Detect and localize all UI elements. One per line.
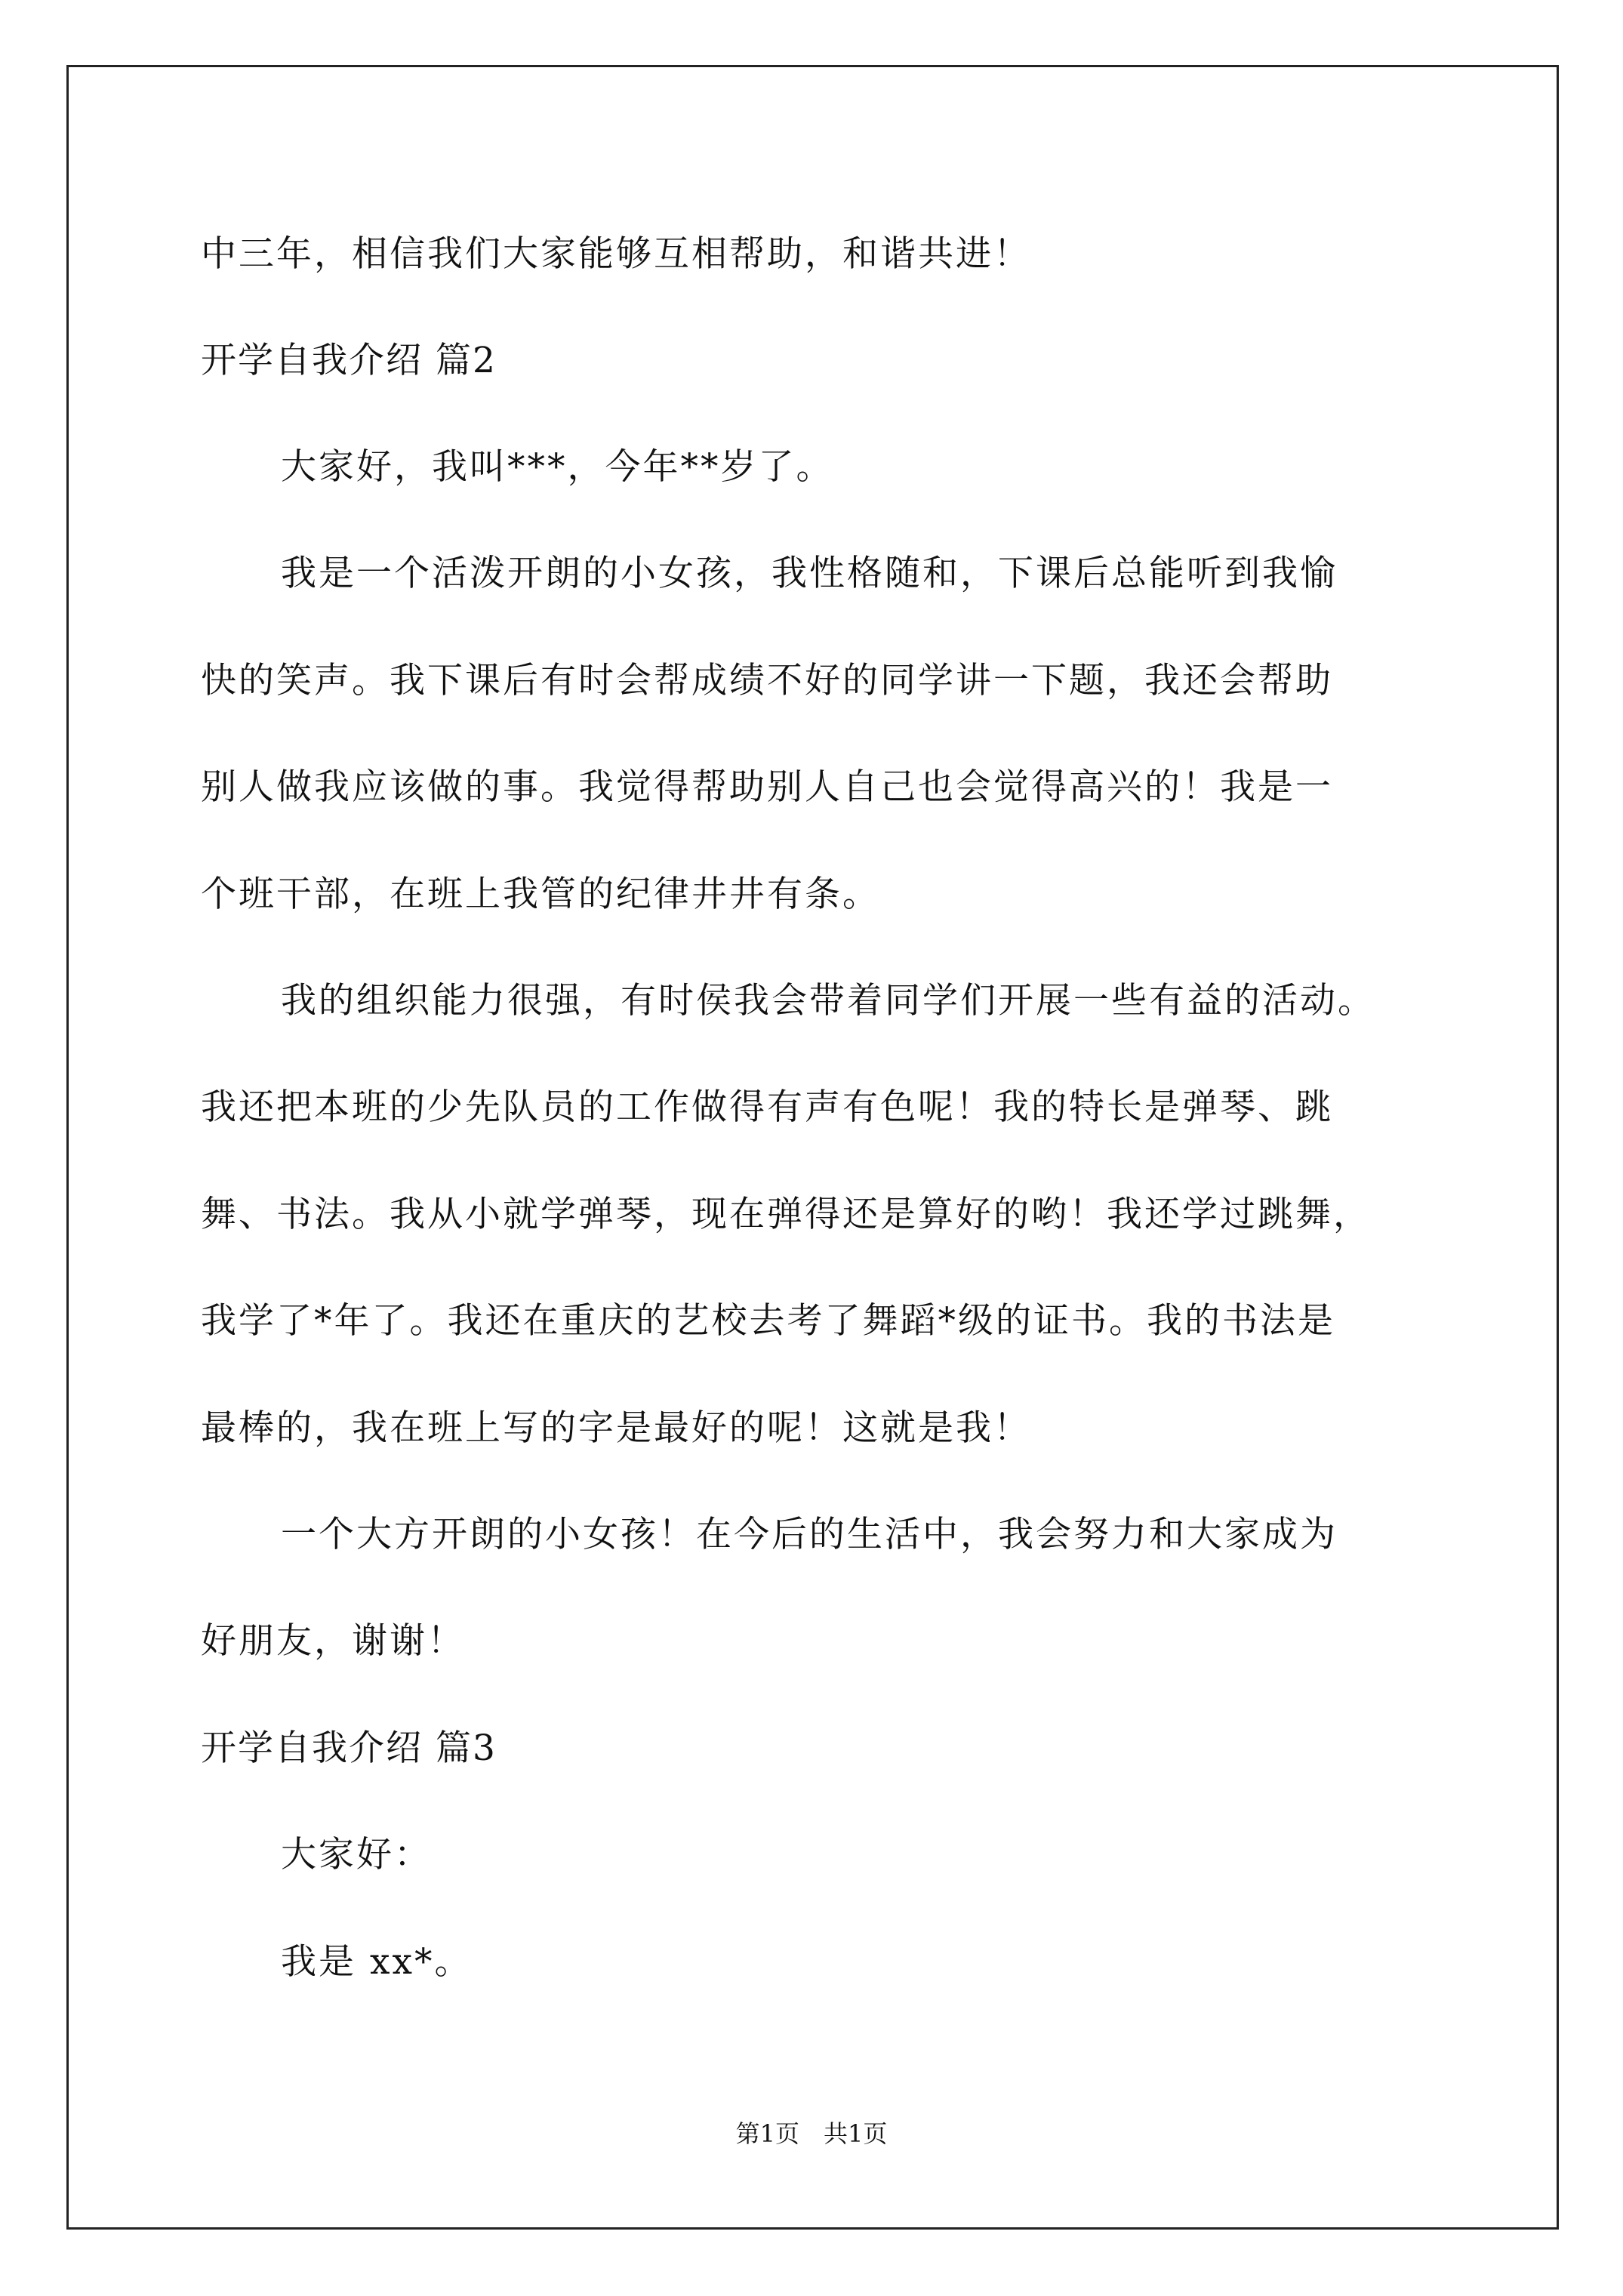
paragraph-line: 我的组织能力很强，有时侯我会带着同学们开展一些有益的活动。: [281, 980, 1375, 1022]
page-footer: 第1页 共1页: [735, 2119, 888, 2148]
paragraph-line: 我还把本班的少先队员的工作做得有声有色呢！我的特长是弹琴、跳: [201, 1086, 1333, 1128]
paragraph-line: 我是一个活泼开朗的小女孩，我性格随和，下课后总能听到我愉: [281, 553, 1338, 594]
paragraph-line: 我是 xx*。: [281, 1941, 473, 1983]
paragraph-line: 中三年，相信我们大家能够互相帮助，和谐共进！: [201, 233, 1031, 275]
paragraph-line: 个班干部，在班上我管的纪律井井有条。: [201, 874, 880, 915]
paragraph-line: 别人做我应该做的事。我觉得帮助别人自己也会觉得高兴的！我是一: [201, 766, 1333, 808]
paragraph-line: 我学了*年了。我还在重庆的艺校去考了舞蹈*级的证书。我的书法是: [201, 1300, 1335, 1342]
paragraph-line: 最棒的，我在班上写的字是最好的呢！这就是我！: [201, 1407, 1031, 1449]
paragraph-line: 大家好，我叫***，今年**岁了。: [281, 446, 834, 488]
section-heading: 开学自我介绍 篇2: [201, 340, 497, 381]
paragraph-line: 一个大方开朗的小女孩！在今后的生活中，我会努力和大家成为: [281, 1514, 1338, 1555]
paragraph-line: 好朋友，谢谢！: [201, 1620, 465, 1662]
paragraph-line: 大家好：: [281, 1834, 432, 1875]
paragraph-line: 舞、书法。我从小就学弹琴，现在弹得还是算好的哟！我还学过跳舞，: [201, 1194, 1371, 1235]
section-heading: 开学自我介绍 篇3: [201, 1727, 497, 1769]
paragraph-line: 快的笑声。我下课后有时会帮成绩不好的同学讲一下题，我还会帮助: [201, 660, 1333, 701]
page-border: [66, 65, 1559, 2230]
